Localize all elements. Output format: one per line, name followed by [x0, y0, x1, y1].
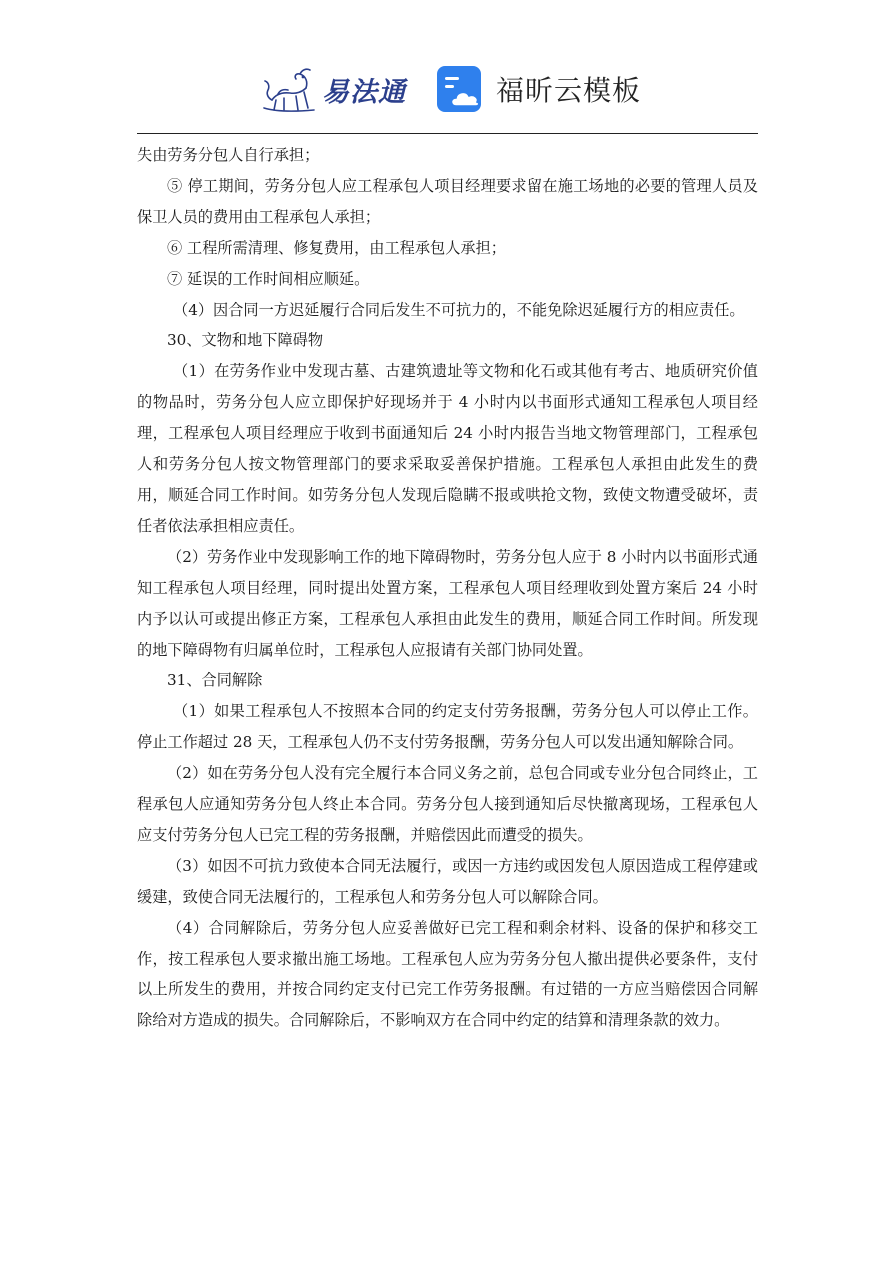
section-heading: 30、文物和地下障碍物	[167, 331, 324, 350]
paragraph: ⑤ 停工期间，劳务分包人应工程承包人项目经理要求留在施工场地的必要的管理人员及保卫人员的费用由工程承包人承担；	[137, 176, 758, 226]
fuxin-wordmark: 福昕云模板	[496, 74, 642, 107]
yifatong-wordmark: 易法通	[322, 76, 406, 108]
qilin-emblem-icon	[262, 64, 318, 114]
document-body	[137, 140, 758, 1036]
paragraph: （4）因合同一方迟延履行合同后发生不可抗力的，不能免除迟延履行方的相应责任。	[173, 300, 745, 319]
yifatong-logo	[262, 62, 406, 116]
paragraph: （2）劳务作业中发现影响工作的地下障碍物时，劳务分包人应于 8 小时内以书面形式通知工程承包人项目经理，同时提出处置方案，工程承包人项目经理收到处置方案后 24 小时内予以认可或提出修正方案，工程承包人承担由此发生的费用，顺延合同工作时间。所发现的地下障碍物有归属单位时，工程承包人应报请有关部门协同处置。	[137, 547, 758, 659]
paragraph: （1）如果工程承包人不按照本合同的约定支付劳务报酬，劳务分包人可以停止工作。停止工作超过 28 天，工程承包人仍不支付劳务报酬，劳务分包人可以发出通知解除合同。	[137, 702, 758, 752]
header-divider	[137, 133, 758, 134]
paragraph: （3）如因不可抗力致使本合同无法履行，或因一方违约或因发包人原因造成工程停建或缓建，致使合同无法履行的，工程承包人和劳务分包人可以解除合同。	[137, 856, 758, 906]
paragraph: 失由劳务分包人自行承担；	[137, 146, 320, 164]
page-header	[0, 58, 893, 120]
section-heading: 31、合同解除	[167, 671, 263, 690]
paragraph: （2）如在劳务分包人没有完全履行本合同义务之前，总包合同或专业分包合同终止，工程承包人应通知劳务分包人终止本合同。劳务分包人接到通知后尽快撤离现场，工程承包人应支付劳务分包人已完工程的劳务报酬，并赔偿因此而遭受的损失。	[137, 764, 758, 844]
cloud-document-icon	[436, 64, 486, 114]
paragraph: ⑦ 延误的工作时间相应顺延。	[167, 269, 370, 288]
fuxin-template-logo	[436, 62, 641, 116]
paragraph: （1）在劳务作业中发现古墓、古建筑遗址等文物和化石或其他有考古、地质研究价值的物品时，劳务分包人应立即保护好现场并于 4 小时内以书面形式通知工程承包人项目经理，工程承包人项目经理应于收到书面通知后 24 小时内报告当地文物管理部门，工程承包人和劳务分包人按文物管理部门的要求采取妥善保护措施。工程承包人承担由此发生的费用，顺延合同工作时间。如劳务分包人发现后隐瞒不报或哄抢文物，致使文物遭受破坏，责任者依法承担相应责任。	[137, 362, 758, 535]
paragraph: （4）合同解除后，劳务分包人应妥善做好已完工程和剩余材料、设备的保护和移交工作，按工程承包人要求撤出施工场地。工程承包人应为劳务分包人撤出提供必要条件，支付以上所发生的费用，并按合同约定支付已完工作劳务报酬。有过错的一方应当赔偿因合同解除给对方造成的损失。合同解除后，不影响双方在合同中约定的结算和清理条款的效力。	[137, 918, 758, 1030]
paragraph: ⑥ 工程所需清理、修复费用，由工程承包人承担；	[167, 238, 506, 257]
